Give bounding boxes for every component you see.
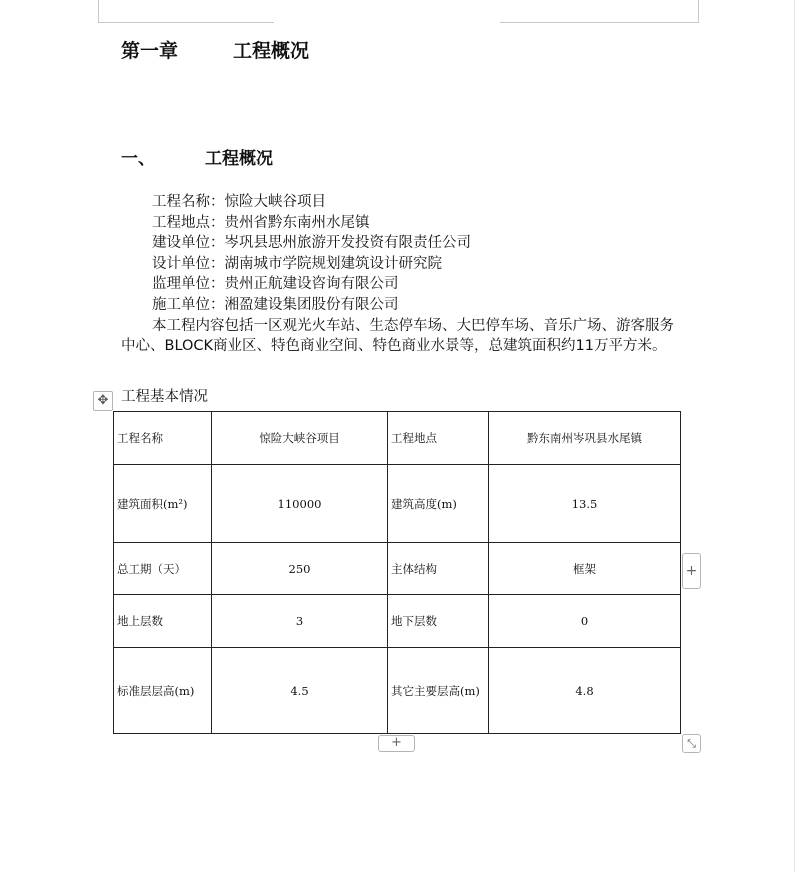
- info-line: 工程地点：贵州省黔东南州水尾镇: [152, 214, 370, 231]
- table-row: [114, 648, 681, 734]
- info-line: 建设单位：岑巩县思州旅游开发投资有限责任公司: [152, 235, 471, 252]
- header-right-rule: [500, 0, 699, 23]
- plus-icon: +: [685, 563, 698, 579]
- header-left-rule: [98, 0, 274, 23]
- info-line: 设计单位：湖南城市学院规划建筑设计研究院: [152, 255, 442, 272]
- table-move-handle[interactable]: [93, 391, 113, 411]
- table-cell[interactable]: 4.8: [489, 648, 681, 734]
- table-cell[interactable]: 建筑高度(m): [388, 465, 489, 543]
- table-cell[interactable]: 0: [489, 595, 681, 648]
- table-resize-handle[interactable]: [682, 734, 701, 753]
- resize-icon: ⤡: [687, 737, 696, 750]
- table-cell[interactable]: 3: [212, 595, 388, 648]
- section-number: 一、: [121, 149, 155, 169]
- table-cell[interactable]: 惊险大峡谷项目: [212, 412, 388, 465]
- add-column-button[interactable]: [682, 553, 701, 589]
- project-info: [121, 192, 681, 357]
- table-cell[interactable]: 主体结构: [388, 543, 489, 595]
- table-cell[interactable]: 总工期（天）: [114, 543, 212, 595]
- table-cell[interactable]: 其它主要层高(m): [388, 648, 489, 734]
- chapter-number: 第一章: [121, 40, 179, 62]
- table-row: [114, 543, 681, 595]
- scope-paragraph: 本工程内容包括一区观光火车站、生态停车场、大巴停车场、音乐广场、游客服务中心、BLOCK商业区、特色商业空间、特色商业水景等，总建筑面积约11万平方米。: [121, 317, 674, 355]
- table-cell[interactable]: 地上层数: [114, 595, 212, 648]
- project-basic-table: [113, 411, 681, 734]
- table-row: [114, 595, 681, 648]
- plus-icon: +: [391, 735, 402, 750]
- table-cell[interactable]: 建筑面积(m²): [114, 465, 212, 543]
- table-cell[interactable]: 工程名称: [114, 412, 212, 465]
- move-icon: ✥: [97, 393, 109, 408]
- table-cell[interactable]: 13.5: [489, 465, 681, 543]
- add-row-button[interactable]: [378, 735, 415, 752]
- info-line: 监理单位：贵州正航建设咨询有限公司: [152, 276, 399, 293]
- chapter-heading: [121, 36, 309, 63]
- table-cell[interactable]: 黔东南州岑巩县水尾镇: [489, 412, 681, 465]
- section-heading: [121, 144, 273, 169]
- chapter-title: 工程概况: [233, 40, 310, 62]
- table-cell[interactable]: 地下层数: [388, 595, 489, 648]
- table-cell[interactable]: 框架: [489, 543, 681, 595]
- table-caption: 工程基本情况: [121, 389, 208, 405]
- table-cell[interactable]: 250: [212, 543, 388, 595]
- table-cell[interactable]: 工程地点: [388, 412, 489, 465]
- section-title: 工程概况: [205, 149, 273, 169]
- info-line: 施工单位：湘盈建设集团股份有限公司: [152, 296, 399, 313]
- table-row: [114, 412, 681, 465]
- table-row: [114, 465, 681, 543]
- info-line: 工程名称：惊险大峡谷项目: [152, 194, 326, 210]
- table-cell[interactable]: 标准层层高(m): [114, 648, 212, 734]
- table-cell[interactable]: 110000: [212, 465, 388, 543]
- table-cell[interactable]: 4.5: [212, 648, 388, 734]
